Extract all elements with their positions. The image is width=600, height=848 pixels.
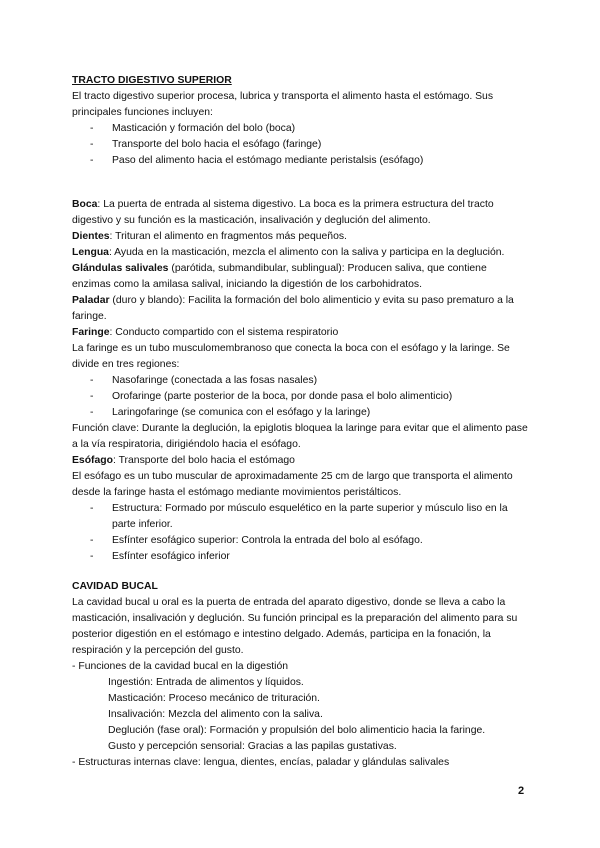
list-item: - Estructura: Formado por músculo esquelético en la parte superior y músculo liso en la parte inferior. [72, 501, 528, 533]
page-number: 2 [518, 785, 525, 797]
list-item: - Esfínter esofágico inferior [72, 549, 528, 565]
faringe-desc: La faringe es un tubo musculomembranoso que conecta la boca con el esófago y la laringe. Se divide en tres regiones: [72, 343, 510, 370]
organ-term: Faringe [72, 327, 110, 338]
section-title-tracto: TRACTO DIGESTIVO SUPERIOR [72, 75, 232, 86]
organ-term: Paladar [72, 295, 110, 306]
organ-term: Glándulas salivales [72, 263, 169, 274]
list-item: Ingestión: Entrada de alimentos y líquidos. [108, 677, 304, 688]
organ-paladar: Paladar (duro y blando): Facilita la formación del bolo alimenticio y evita su paso prematuro a la faringe. [72, 295, 514, 322]
organ-term: Dientes [72, 231, 110, 242]
list-item: Masticación: Proceso mecánico de trituración. [108, 693, 320, 704]
section-title-cavidad: CAVIDAD BUCAL [72, 581, 158, 592]
cavidad-intro: La cavidad bucal u oral es la puerta de entrada del aparato digestivo, donde se lleva a cabo la masticación, insalivación y deglución. Su función principal es la preparación del alimento para su posterior digestión en el estómago e intestino delgado. Además, participa en la fonación, la respiración y la percepción del gusto. [72, 597, 518, 656]
list-item: Gusto y percepción sensorial: Gracias a las papilas gustativas. [108, 741, 397, 752]
cavidad-structures: - Estructuras internas clave: lengua, dientes, encías, paladar y glándulas salivales [72, 757, 450, 768]
list-item: - Paso del alimento hacia el estómago mediante peristalsis (esófago) [72, 153, 528, 169]
tracto-functions-list [72, 121, 528, 169]
list-item: - Nasofaringe (conectada a las fosas nasales) [72, 373, 528, 389]
list-item: - Laringofaringe (se comunica con el esófago y la laringe) [72, 405, 528, 421]
organ-boca: Boca: La puerta de entrada al sistema digestivo. La boca es la primera estructura del tracto digestivo y su función es la masticación, insalivación y deglución del alimento. [72, 199, 494, 226]
organ-term: Lengua [72, 247, 109, 258]
faringe-regions-list [72, 373, 528, 421]
list-item: - Masticación y formación del bolo (boca) [72, 121, 528, 137]
faringe-key-function: Función clave: Durante la deglución, la epiglotis bloquea la laringe para evitar que el alimento pase a la vía respiratoria, dirigiéndolo hacia el esófago. [72, 423, 528, 450]
organ-term: Boca [72, 199, 98, 210]
organ-dientes: Dientes: Trituran el alimento en fragmentos más pequeños. [72, 231, 347, 242]
list-item: - Transporte del bolo hacia el esófago (faringe) [72, 137, 528, 153]
esofago-desc: El esófago es un tubo muscular de aproximadamente 25 cm de largo que transporta el alimento desde la faringe hasta el estómago mediante movimientos peristálticos. [72, 471, 513, 498]
organ-lengua: Lengua: Ayuda en la masticación, mezcla el alimento con la saliva y participa en la deglución. [72, 247, 505, 258]
organ-term: Esófago [72, 455, 113, 466]
list-item: - Orofaringe (parte posterior de la boca, por donde pasa el bolo alimenticio) [72, 389, 528, 405]
cavidad-functions-title: - Funciones de la cavidad bucal en la digestión [72, 661, 289, 672]
list-item: - Esfínter esofágico superior: Controla la entrada del bolo al esófago. [72, 533, 528, 549]
organ-glandulas: Glándulas salivales (parótida, submandibular, sublingual): Producen saliva, que contiene enzimas como la amilasa salival, iniciando la digestión de los carbohidratos. [72, 263, 487, 290]
tracto-intro: El tracto digestivo superior procesa, lubrica y transporta el alimento hasta el estómago. Sus principales funciones incluyen: [72, 91, 494, 118]
organ-esofago: Esófago: Transporte del bolo hacia el estómago [72, 455, 295, 466]
list-item: Deglución (fase oral): Formación y propulsión del bolo alimenticio hacia la faringe. [108, 725, 486, 736]
esofago-items-list [72, 501, 528, 565]
organ-faringe: Faringe: Conducto compartido con el sistema respiratorio [72, 327, 339, 338]
list-item: Insalivación: Mezcla del alimento con la saliva. [108, 709, 323, 720]
document-page [72, 73, 528, 771]
